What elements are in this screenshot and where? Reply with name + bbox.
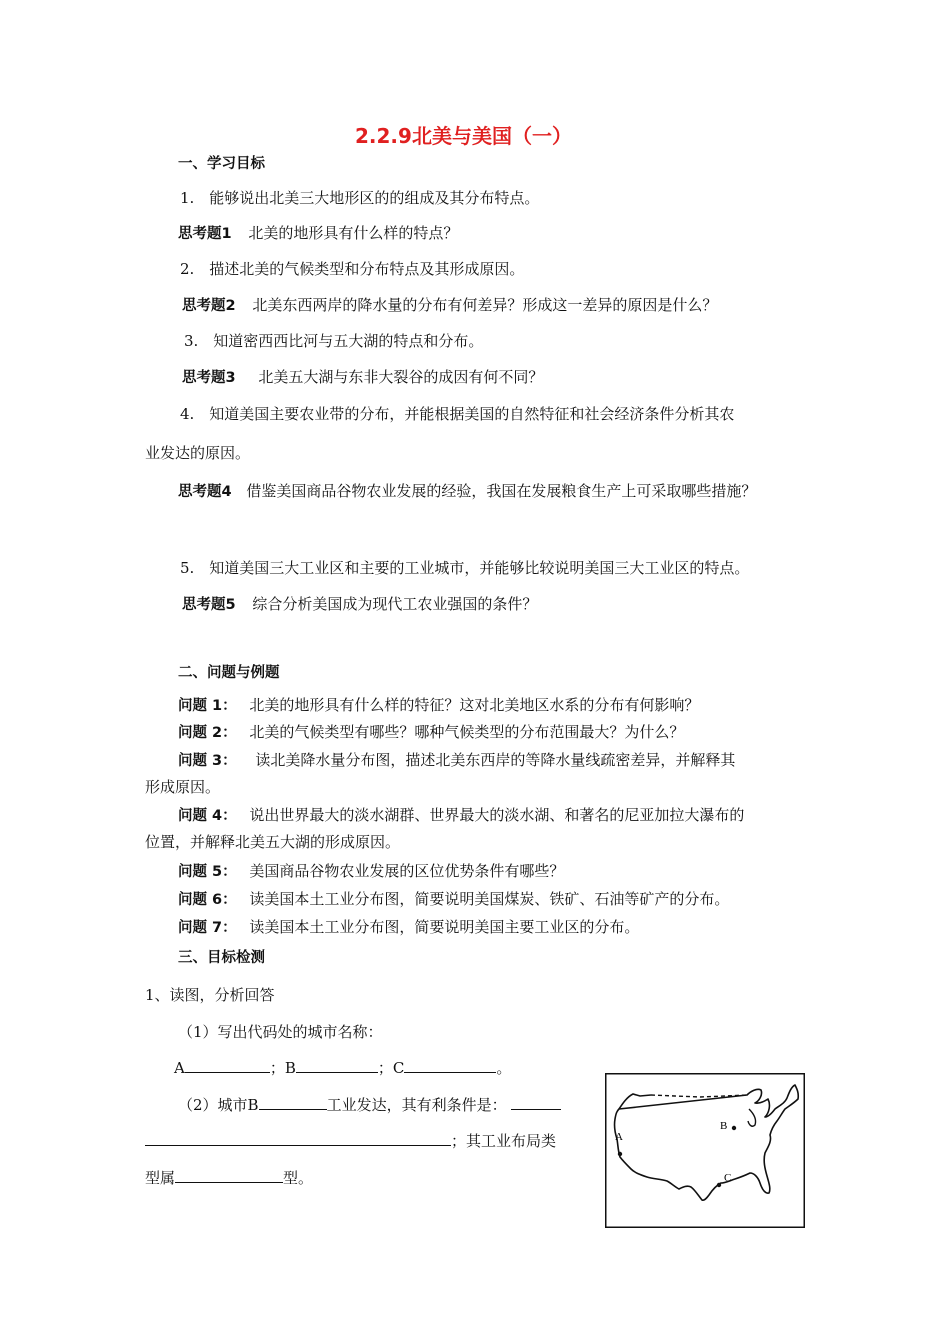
page-title: 2.2.9北美与美国（一） (355, 124, 572, 148)
part-2-belongs: 型属 (145, 1169, 176, 1187)
exercise-1-prompt: 1、读图，分析回答 (145, 986, 275, 1004)
exercise-1-part-2 (178, 1094, 561, 1115)
goal-item-5: 5. 知道美国三大工业区和主要的工业城市，并能够比较说明美国三大工业区的特点。 (180, 559, 750, 577)
problem-3 (178, 750, 735, 771)
blank-end: 。 (496, 1059, 512, 1077)
problem-2 (178, 722, 684, 743)
section-heading-goals: 一、学习目标 (178, 156, 265, 172)
goal-item-1: 1. 能够说出北美三大地形区的的组成及其分布特点。 (180, 189, 540, 207)
problem-text: 读美国本土工业分布图，简要说明美国主要工业区的分布。 (249, 918, 640, 936)
problem-text: 读美国本土工业分布图，简要说明美国煤炭、铁矿、石油等矿产的分布。 (249, 890, 730, 908)
think-question-label: 思考题5 (182, 597, 236, 613)
part-2-layout-type: ；其工业布局类 (451, 1132, 557, 1150)
goal-item-4: 4. 知道美国主要农业带的分布，并能根据美国的自然特征和社会经济条件分析其农 (180, 405, 735, 423)
think-question-3 (182, 367, 543, 388)
think-question-text: 北美的地形具有什么样的特点？ (248, 224, 459, 242)
goal-item-4-continued: 业发达的原因。 (145, 444, 251, 462)
usa-outline-map-svg (605, 1073, 805, 1228)
think-question-text: 北美五大湖与东非大裂谷的成因有何不同？ (258, 368, 544, 386)
goal-item-2: 2. 描述北美的气候类型和分布特点及其形成原因。 (180, 260, 525, 278)
part-2-city-b: （2）城市B (178, 1096, 259, 1114)
problem-5 (178, 861, 564, 882)
think-question-text: 借鉴美国商品谷物农业发展的经验，我国在发展粮食生产上可采取哪些措施？ (246, 482, 757, 500)
city-c-marker (717, 1183, 721, 1187)
think-question-4 (178, 481, 756, 502)
problem-text: 说出世界最大的淡水湖群、世界最大的淡水湖、和著名的尼亚加拉大瀑布的 (249, 806, 745, 824)
think-question-1 (178, 223, 458, 244)
map-frame (606, 1074, 805, 1228)
think-question-2 (182, 295, 717, 316)
problem-text: 美国商品谷物农业发展的区位优势条件有哪些？ (249, 862, 565, 880)
problem-label: 问题 6： (178, 892, 237, 908)
problem-label: 问题 4： (178, 808, 237, 824)
think-question-5 (182, 594, 537, 615)
problem-4 (178, 805, 744, 826)
think-question-label: 思考题3 (182, 370, 236, 386)
map-label-b: B (720, 1120, 728, 1132)
exercise-1-part-1: （1）写出代码处的城市名称： (178, 1023, 383, 1041)
think-question-text: 综合分析美国成为现代工农业强国的条件？ (252, 595, 538, 613)
part-2-type-end: 型。 (283, 1169, 314, 1187)
problem-3-continued: 形成原因。 (145, 778, 221, 796)
blank-label-b: ；B (269, 1059, 296, 1077)
answer-blank-a[interactable] (185, 1057, 270, 1073)
problem-label: 问题 2： (178, 725, 237, 741)
map-label-a: A (615, 1131, 623, 1143)
answer-blank-conditions[interactable] (145, 1130, 451, 1146)
answer-blank-c[interactable] (404, 1057, 496, 1073)
answer-blank-layout-type[interactable] (175, 1167, 283, 1183)
problem-4-continued: 位置，并解释北美五大湖的形成原因。 (145, 833, 401, 851)
answer-blank-b[interactable] (296, 1057, 378, 1073)
problem-text: 北美的气候类型有哪些？哪种气候类型的分布范围最大？为什么？ (249, 723, 685, 741)
problem-text: 北美的地形具有什么样的特征？这对北美地区水系的分布有何影响？ (249, 696, 700, 714)
map-label-c: C (724, 1172, 732, 1184)
problem-7 (178, 917, 639, 938)
exercise-1-part-2-line-3 (145, 1167, 313, 1188)
goal-item-3: 3. 知道密西西比河与五大湖的特点和分布。 (184, 332, 484, 350)
think-question-label: 思考题4 (178, 484, 232, 500)
think-question-label: 思考题2 (182, 298, 236, 314)
exercise-1-part-2-line-2 (145, 1130, 556, 1151)
part-2-conditions: 工业发达，其有利条件是： (326, 1096, 507, 1114)
problem-1 (178, 695, 699, 716)
exercise-1-part-1-blanks (174, 1057, 511, 1078)
section-heading-problems: 二、问题与例题 (178, 665, 280, 681)
think-question-label: 思考题1 (178, 226, 232, 242)
usa-outline-map (605, 1073, 805, 1228)
problem-label: 问题 3： (178, 753, 237, 769)
city-b-marker (732, 1126, 736, 1130)
blank-label-a: A (174, 1059, 185, 1077)
city-a-marker (618, 1152, 622, 1156)
section-heading-check: 三、目标检测 (178, 950, 265, 966)
problem-label: 问题 7： (178, 920, 237, 936)
answer-blank-b-industry[interactable] (259, 1094, 327, 1110)
blank-label-c: ；C (377, 1059, 405, 1077)
problem-text: 读北美降水量分布图，描述北美东西岸的等降水量线疏密差异，并解释其 (255, 751, 736, 769)
problem-label: 问题 5： (178, 864, 237, 880)
problem-label: 问题 1： (178, 698, 237, 714)
problem-6 (178, 889, 729, 910)
answer-blank-conditions-start[interactable] (511, 1094, 561, 1110)
think-question-text: 北美东西两岸的降水量的分布有何差异？形成这一差异的原因是什么？ (252, 296, 718, 314)
